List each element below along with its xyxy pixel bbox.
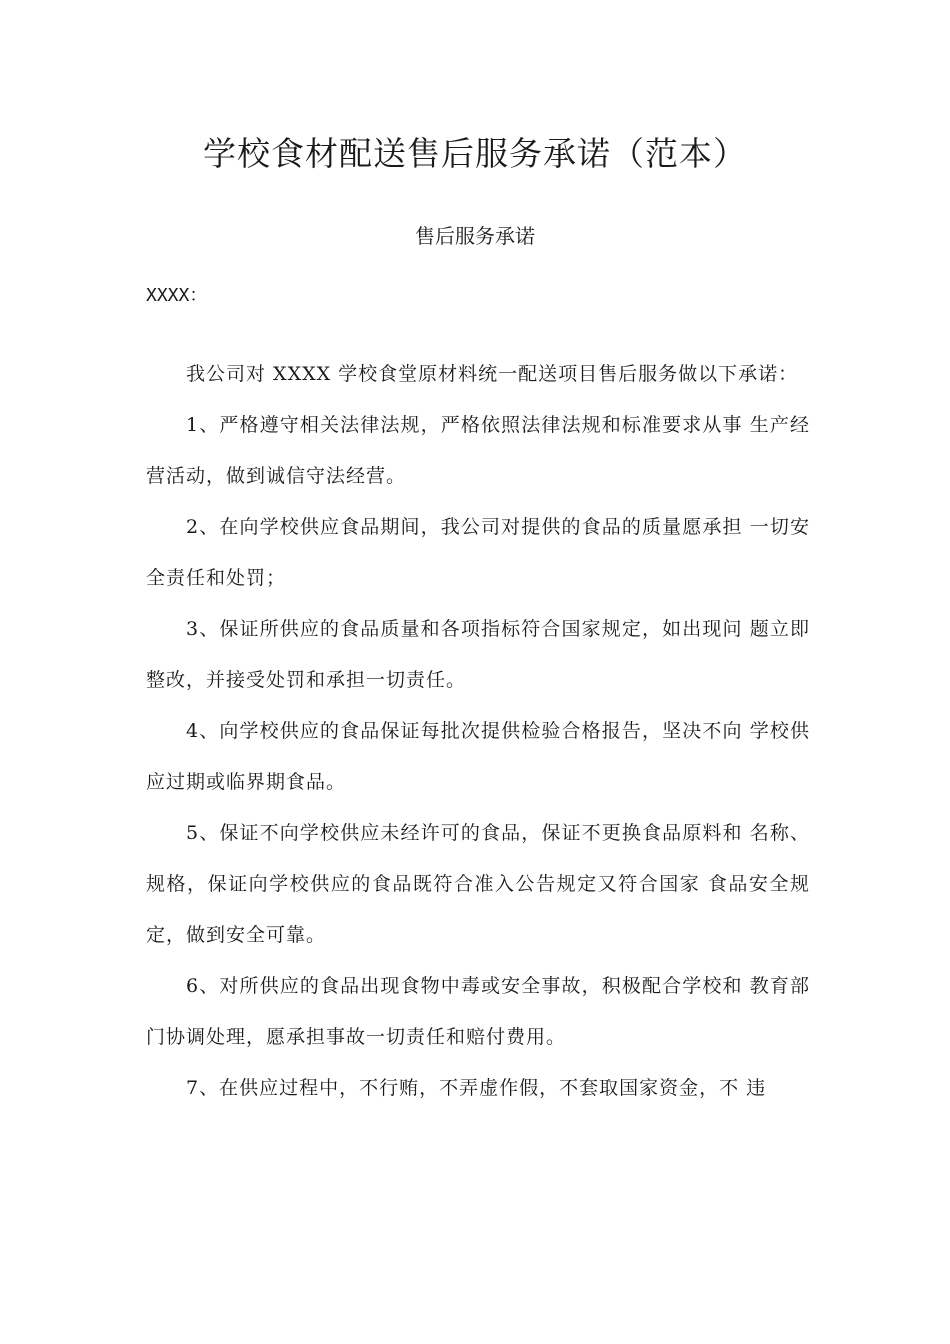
commitment-item-6: 6、对所供应的食品出现食物中毒或安全事故，积极配合学校和 教育部门协调处理，愿承担事故一切责任和赔付费用。: [146, 975, 810, 1048]
commitment-item-5: 5、保证不向学校供应未经许可的食品，保证不更换食品原料和 名称、规格，保证向学校供应的食品既符合准入公告规定又符合国家 食品安全规定，做到安全可靠。: [146, 822, 810, 946]
intro-paragraph: 我公司对 XXXX 学校食堂原材料统一配送项目售后服务做以下承诺：: [186, 363, 799, 385]
commitment-item-7: 7、在供应过程中，不行贿，不弄虚作假，不套取国家资金，不 违: [186, 1077, 767, 1099]
commitment-item-1: 1、严格遵守相关法律法规，严格依照法律法规和标准要求从事 生产经营活动，做到诚信守法经营。: [146, 414, 810, 487]
commitment-item-3: 3、保证所供应的食品质量和各项指标符合国家规定，如出现问 题立即整改，并接受处罚和承担一切责任。: [146, 618, 810, 691]
document-body: [146, 349, 810, 1114]
commitment-item-2: 2、在向学校供应食品期间，我公司对提供的食品的质量愿承担 一切安全责任和处罚；: [146, 516, 810, 589]
document-subtitle: 售后服务承诺: [415, 224, 535, 248]
salutation: XXXX：: [146, 285, 208, 306]
document-title: 学校食材配送售后服务承诺（范本）: [203, 134, 747, 173]
commitment-item-4: 4、向学校供应的食品保证每批次提供检验合格报告，坚决不向 学校供应过期或临界期食品。: [146, 720, 810, 793]
